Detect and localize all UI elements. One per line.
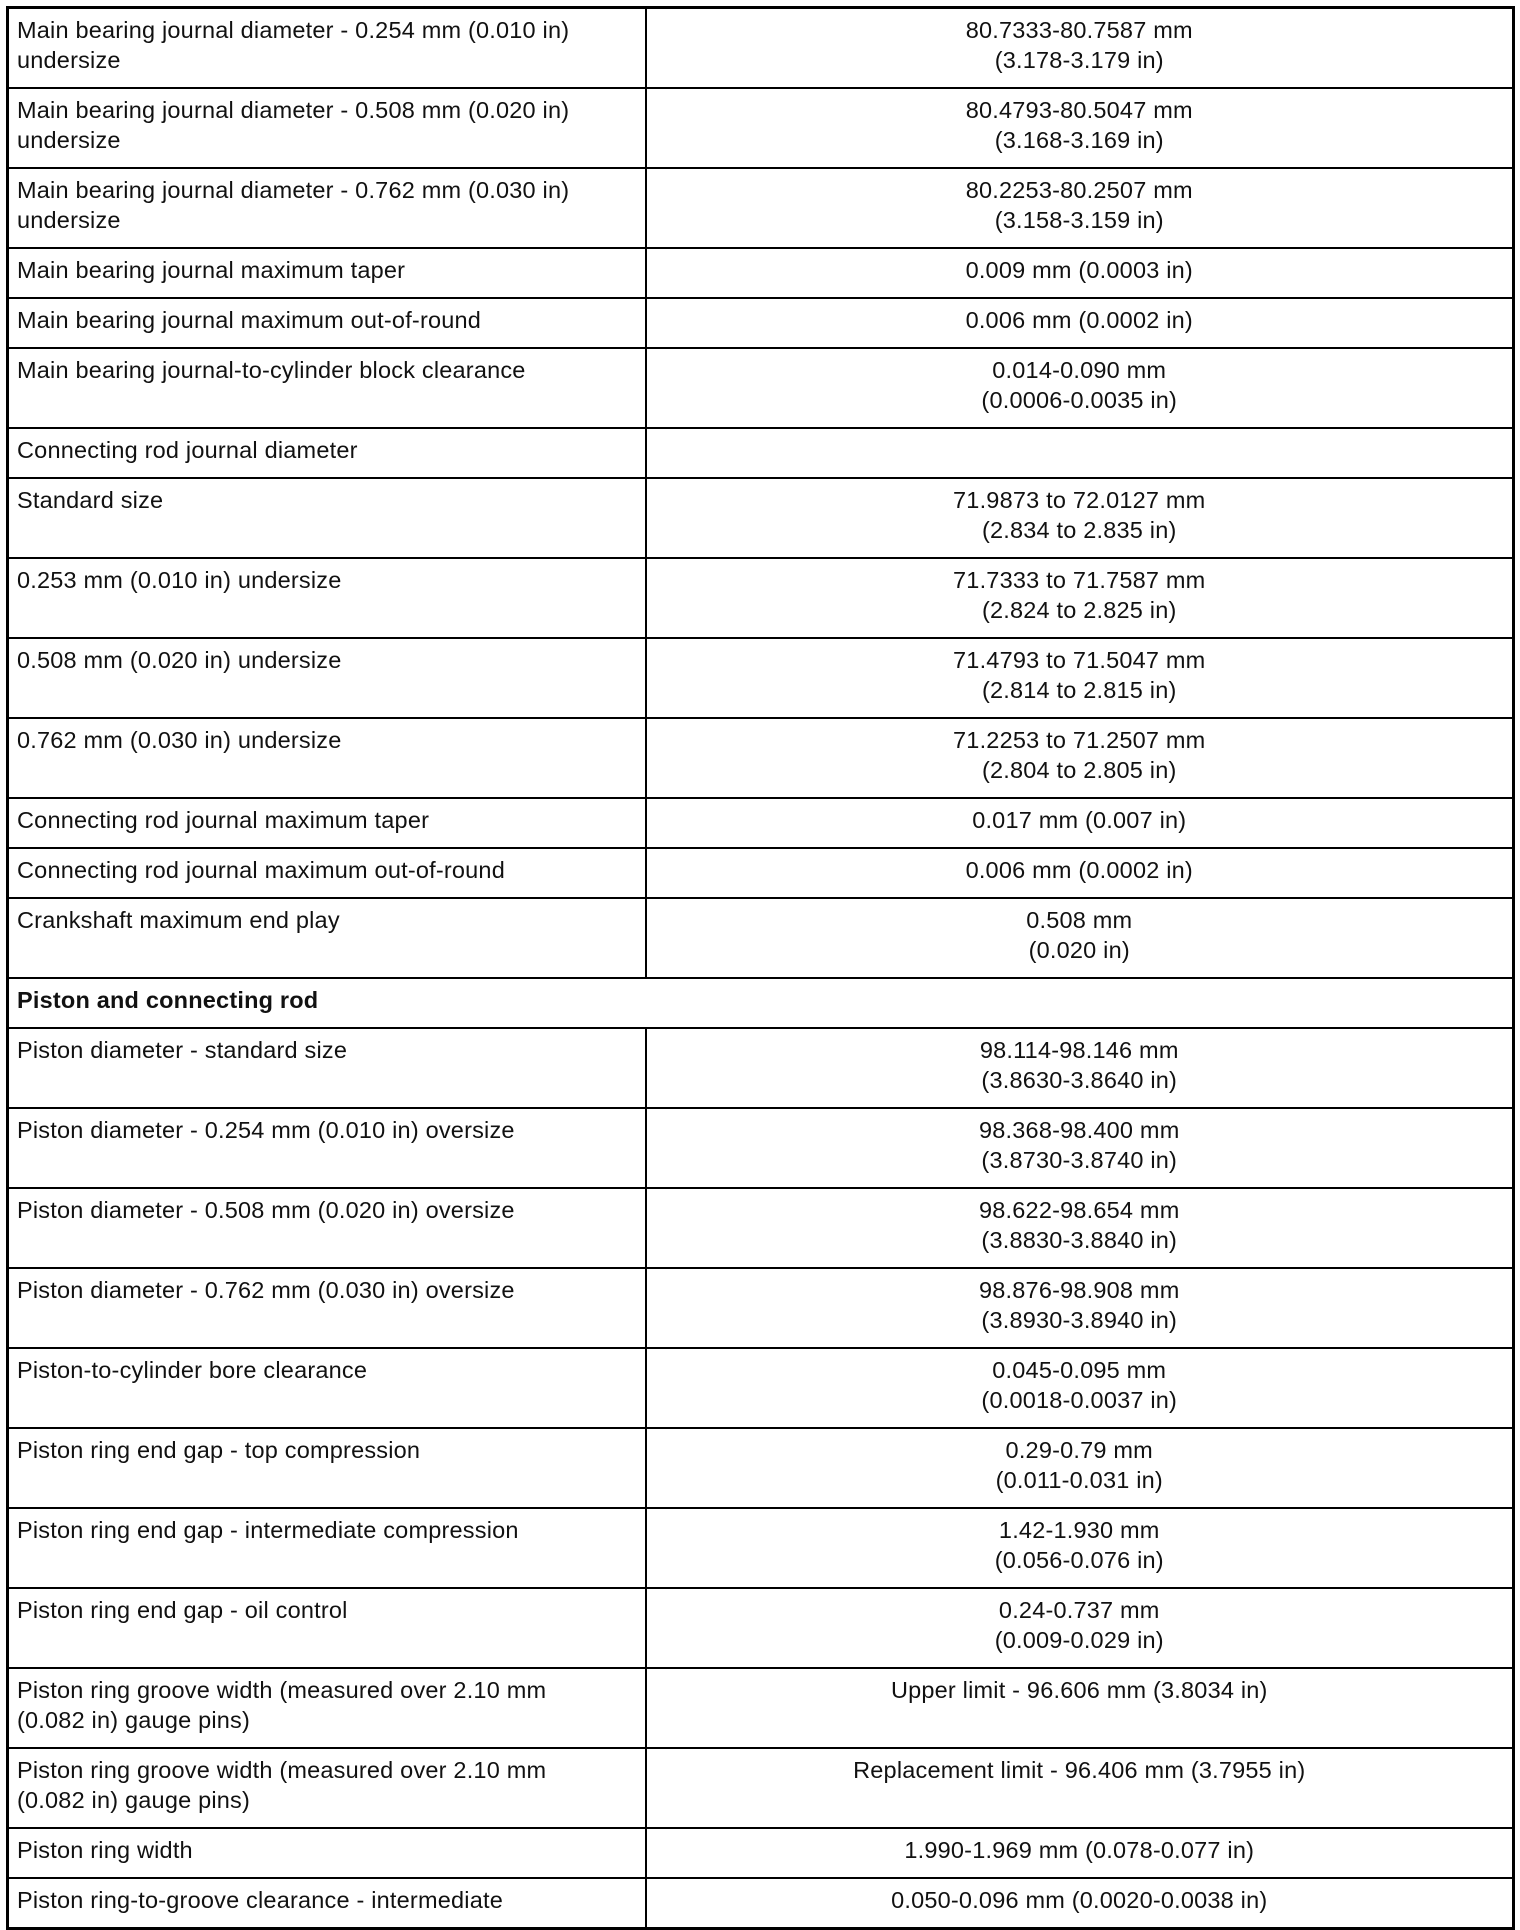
spec-label: Piston ring end gap - oil control [8,1588,646,1668]
spec-value: 0.017 mm (0.007 in) [646,798,1514,848]
table-row [8,348,1514,428]
spec-value: Upper limit - 96.606 mm (3.8034 in) [646,1668,1514,1748]
table-row [8,1268,1514,1348]
table-row [8,1588,1514,1668]
table-row [8,1108,1514,1188]
spec-value: 0.508 mm (0.020 in) [646,898,1514,978]
spec-label: Piston ring groove width (measured over 2.10 mm (0.082 in) gauge pins) [8,1748,646,1828]
spec-value: 0.045-0.095 mm (0.0018-0.0037 in) [646,1348,1514,1428]
spec-value: 71.4793 to 71.5047 mm (2.814 to 2.815 in) [646,638,1514,718]
table-row [8,558,1514,638]
spec-value: 98.622-98.654 mm (3.8830-3.8840 in) [646,1188,1514,1268]
table-row [8,428,1514,478]
spec-label: 0.762 mm (0.030 in) undersize [8,718,646,798]
specifications-table [6,6,1515,1930]
table-row [8,848,1514,898]
spec-label: Connecting rod journal diameter [8,428,646,478]
spec-label: 0.253 mm (0.010 in) undersize [8,558,646,638]
table-row [8,168,1514,248]
spec-value: 0.050-0.096 mm (0.0020-0.0038 in) [646,1878,1514,1929]
spec-value: 98.114-98.146 mm (3.8630-3.8640 in) [646,1028,1514,1108]
spec-value: 0.006 mm (0.0002 in) [646,848,1514,898]
spec-label: Piston diameter - standard size [8,1028,646,1108]
table-row [8,1348,1514,1428]
spec-value: 98.876-98.908 mm (3.8930-3.8940 in) [646,1268,1514,1348]
spec-value: 98.368-98.400 mm (3.8730-3.8740 in) [646,1108,1514,1188]
spec-label: Piston diameter - 0.254 mm (0.010 in) oversize [8,1108,646,1188]
spec-value: 1.42-1.930 mm (0.056-0.076 in) [646,1508,1514,1588]
spec-label: Piston ring-to-groove clearance - intermediate [8,1878,646,1929]
spec-value: 1.990-1.969 mm (0.078-0.077 in) [646,1828,1514,1878]
spec-label: Piston ring end gap - intermediate compression [8,1508,646,1588]
spec-label: Piston-to-cylinder bore clearance [8,1348,646,1428]
spec-value: 71.2253 to 71.2507 mm (2.804 to 2.805 in) [646,718,1514,798]
spec-label: Piston ring end gap - top compression [8,1428,646,1508]
spec-label: Piston ring width [8,1828,646,1878]
spec-value: 71.7333 to 71.7587 mm (2.824 to 2.825 in) [646,558,1514,638]
table-row [8,1668,1514,1748]
table-row [8,8,1514,89]
spec-value: 80.2253-80.2507 mm (3.158-3.159 in) [646,168,1514,248]
spec-value: 71.9873 to 72.0127 mm (2.834 to 2.835 in) [646,478,1514,558]
table-row [8,1508,1514,1588]
table-row [8,1188,1514,1268]
spec-label: Main bearing journal-to-cylinder block clearance [8,348,646,428]
spec-label: Piston diameter - 0.762 mm (0.030 in) oversize [8,1268,646,1348]
spec-label: Main bearing journal maximum taper [8,248,646,298]
table-row [8,898,1514,978]
table-row [8,88,1514,168]
table-row [8,1428,1514,1508]
table-row [8,798,1514,848]
spec-value: 0.29-0.79 mm (0.011-0.031 in) [646,1428,1514,1508]
spec-value: Replacement limit - 96.406 mm (3.7955 in) [646,1748,1514,1828]
spec-value: 0.009 mm (0.0003 in) [646,248,1514,298]
spec-label: Connecting rod journal maximum out-of-round [8,848,646,898]
spec-label: Connecting rod journal maximum taper [8,798,646,848]
spec-label: 0.508 mm (0.020 in) undersize [8,638,646,718]
table-row [8,1878,1514,1929]
spec-label: Standard size [8,478,646,558]
spec-label: Main bearing journal diameter - 0.762 mm (0.030 in) undersize [8,168,646,248]
spec-value: 0.006 mm (0.0002 in) [646,298,1514,348]
spec-value [646,428,1514,478]
spec-label: Piston ring groove width (measured over 2.10 mm (0.082 in) gauge pins) [8,1668,646,1748]
spec-value: 80.4793-80.5047 mm (3.168-3.169 in) [646,88,1514,168]
spec-label: Main bearing journal diameter - 0.254 mm (0.010 in) undersize [8,8,646,89]
spec-label: Crankshaft maximum end play [8,898,646,978]
table-row [8,298,1514,348]
table-row [8,478,1514,558]
table-row [8,1028,1514,1108]
spec-label: Main bearing journal maximum out-of-round [8,298,646,348]
table-row [8,638,1514,718]
table-row [8,1748,1514,1828]
table-row [8,248,1514,298]
section-heading-row [8,978,1514,1028]
table-row [8,718,1514,798]
spec-value: 80.7333-80.7587 mm (3.178-3.179 in) [646,8,1514,89]
spec-label: Piston diameter - 0.508 mm (0.020 in) oversize [8,1188,646,1268]
section-heading: Piston and connecting rod [8,978,1514,1028]
spec-value: 0.24-0.737 mm (0.009-0.029 in) [646,1588,1514,1668]
spec-label: Main bearing journal diameter - 0.508 mm (0.020 in) undersize [8,88,646,168]
table-row [8,1828,1514,1878]
spec-value: 0.014-0.090 mm (0.0006-0.0035 in) [646,348,1514,428]
